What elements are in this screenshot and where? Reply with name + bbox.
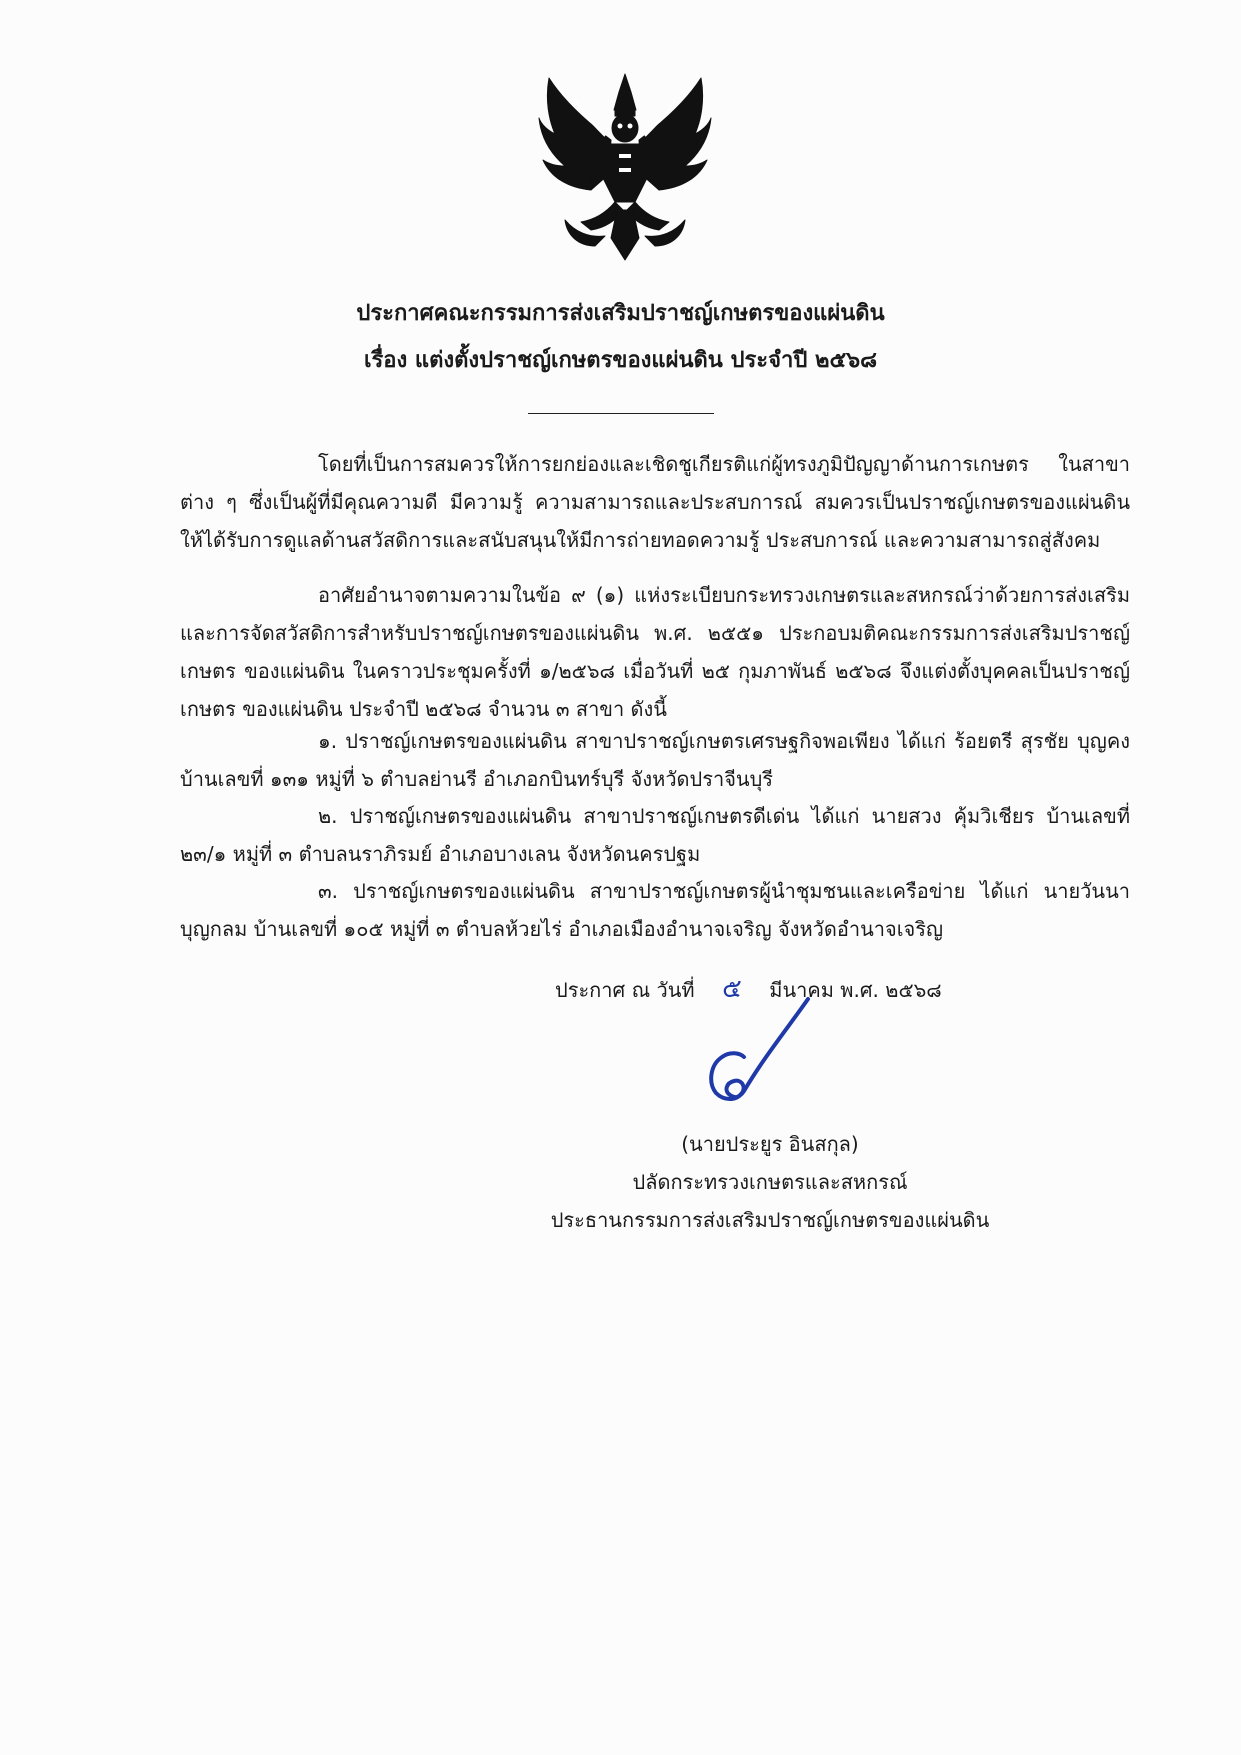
- appointment-item-1: ๑. ปราชญ์เกษตรของแผ่นดิน สาขาปราชญ์เกษตรเศรษฐกิจพอเพียง ได้แก่ ร้อยตรี สุรชัย บุญคง บ้านเลขที่ ๑๓๑ หมู่ที่ ๖ ตำบลย่านรี อำเภอกบินทร์บุรี จังหวัดปราจีนบุรี: [180, 729, 1130, 791]
- date-suffix: มีนาคม พ.ศ. ๒๕๖๘: [769, 978, 942, 1002]
- signatory-block: [520, 1125, 1020, 1239]
- announcement-title: ประกาศคณะกรรมการส่งเสริมปราชญ์เกษตรของแผ่นดิน: [356, 301, 885, 326]
- signatory-position: ปลัดกระทรวงเกษตรและสหกรณ์: [632, 1170, 908, 1194]
- appointment-item-2: ๒. ปราชญ์เกษตรของแผ่นดิน สาขาปราชญ์เกษตรดีเด่น ได้แก่ นายสวง คุ้มวิเชียร บ้านเลขที่ ๒๓/๑ หมู่ที่ ๓ ตำบลนราภิรมย์ อำเภอบางเลน จังหวัดนครปฐม: [180, 804, 1130, 866]
- signatory-name: (นายประยูร อินสกุล): [681, 1132, 859, 1156]
- garuda-emblem-icon: [535, 70, 715, 265]
- appointment-item-3: ๓. ปราชญ์เกษตรของแผ่นดิน สาขาปราชญ์เกษตรผู้นำชุมชนและเครือข่าย ได้แก่ นายวันนา บุญกลม บ้านเลขที่ ๑๐๕ หมู่ที่ ๓ ตำบลห้วยไร่ อำเภอเมืองอำนาจเจริญ จังหวัดอำนาจเจริญ: [180, 879, 1130, 941]
- title-divider: [528, 413, 714, 414]
- date-day-handwritten: ๕: [722, 974, 742, 1004]
- date-prefix: ประกาศ ณ วันที่: [555, 978, 695, 1002]
- authority-paragraph: อาศัยอำนาจตามความในข้อ ๙ (๑) แห่งระเบียบกระทรวงเกษตรและสหกรณ์ว่าด้วยการส่งเสริม และการจัดสวัสดิการสำหรับปราชญ์เกษตรของแผ่นดิน พ.ศ. ๒๕๕๑ ประกอบมติคณะกรรมการส่งเสริมปราชญ์เกษตร ของแผ่นดิน ในคราวประชุมครั้งที่ ๑/๒๕๖๘ เมื่อวันที่ ๒๕ กุมภาพันธ์ ๒๕๖๘ จึงแต่งตั้งบุคคลเป็นปราชญ์เกษตร ของแผ่นดิน ประจำปี ๒๕๖๘ จำนวน ๓ สาขา ดังนี้: [180, 583, 1130, 721]
- signatory-committee-role: ประธานกรรมการส่งเสริมปราชญ์เกษตรของแผ่นดิน: [550, 1208, 990, 1232]
- handwritten-signature-icon: [700, 995, 820, 1105]
- preamble-paragraph: โดยที่เป็นการสมควรให้การยกย่องและเชิดชูเกียรติแก่ผู้ทรงภูมิปัญญาด้านการเกษตร ในสาขาต่าง ๆ ซึ่งเป็นผู้ที่มีคุณความดี มีความรู้ ความสามารถและประสบการณ์ สมควรเป็นปราชญ์เกษตรของแผ่นดิน ให้ได้รับการดูแลด้านสวัสดิการและสนับสนุนให้มีการถ่ายทอดความรู้ ประสบการณ์ และความสามารถสู่สังคม: [180, 452, 1130, 552]
- announcement-subject: เรื่อง แต่งตั้งปราชญ์เกษตรของแผ่นดิน ประจำปี ๒๕๖๘: [363, 348, 878, 373]
